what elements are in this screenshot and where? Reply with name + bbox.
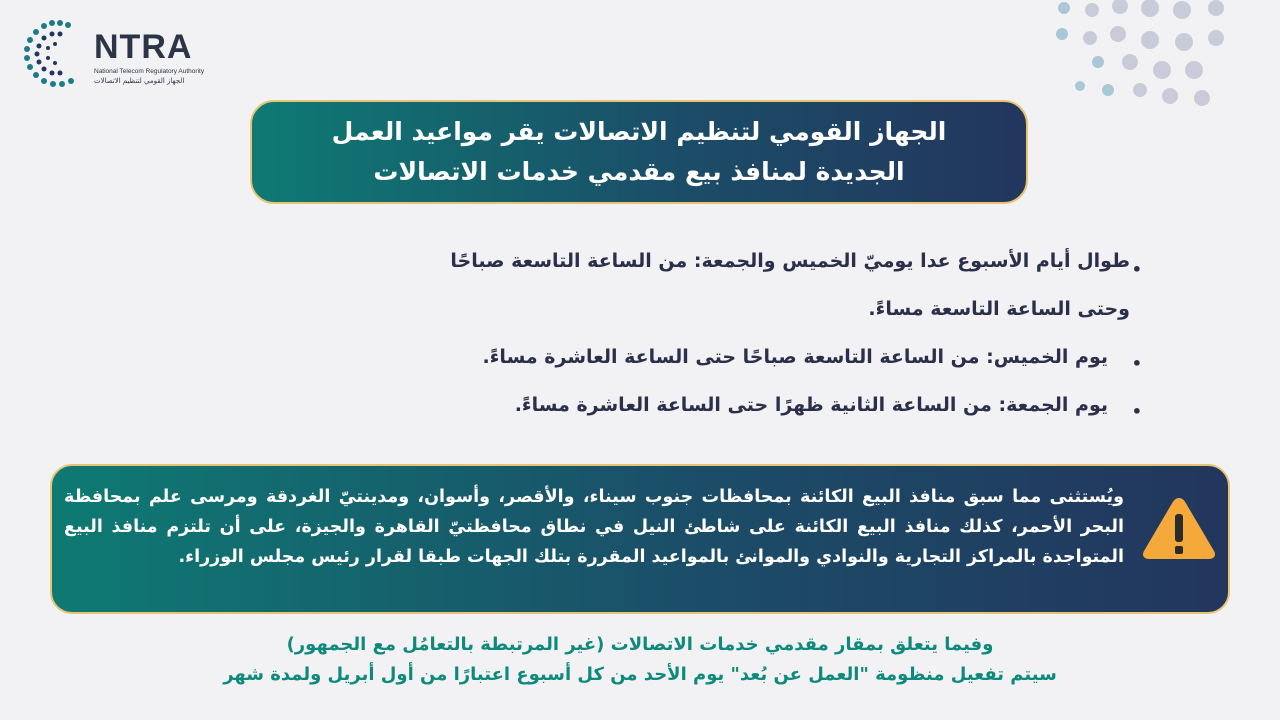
- footer-line-2: سيتم تفعيل منظومة "العمل عن بُعد" يوم الأحد من كل أسبوع اعتبارًا من أول أبريل ولمدة شهر: [223, 664, 1057, 685]
- list-item-text: طوال أيام الأسبوع عدا يوميّ الخميس والجمعة: من الساعة التاسعة صباحًا: [450, 250, 1130, 272]
- bullet-icon: •: [1131, 354, 1142, 373]
- footer-line-1: وفيما يتعلق بمقار مقدمي خدمات الاتصالات (غير المرتبطة بالتعامُل مع الجمهور): [286, 634, 994, 655]
- logo-arabic-subtitle: الجهاز القومي لتنظيم الاتصالات: [94, 77, 185, 85]
- footer-note: [60, 630, 1220, 690]
- bullet-icon: •: [1131, 402, 1142, 421]
- logo-dot-mark-icon: [22, 18, 92, 88]
- title-line-1: الجهاز القومي لتنظيم الاتصالات يقر مواعيد العمل: [331, 117, 947, 146]
- list-item: [514, 394, 1142, 421]
- exception-notice: [50, 464, 1230, 614]
- decorative-dots: [980, 0, 1240, 110]
- title-line-2: الجديدة لمنافذ بيع مقدمي خدمات الاتصالات: [373, 157, 905, 186]
- warning-icon: [1140, 494, 1218, 562]
- title-banner: [250, 100, 1028, 204]
- list-item: [482, 346, 1142, 373]
- bullet-icon: •: [1131, 260, 1142, 279]
- exception-text: ويُستثنى مما سبق منافذ البيع الكائنة بمحافظات جنوب سيناء، والأقصر، وأسوان، ومدينتيّ الغردقة ومرسى علم بمحافظة البحر الأحمر، كذلك منافذ البيع الكائنة على شاطئ النيل في نطاق محافظتيّ القاهرة والجيزة، على أن تلتزم منافذ البيع المتواجدة بالمراكز التجارية والنوادي والموانئ بالمواعيد المقررة بتلك الجهات طبقا لقرار رئيس مجلس الوزراء.: [64, 487, 1124, 567]
- list-item-text: يوم الجمعة: من الساعة الثانية ظهرًا حتى الساعة العاشرة مساءً.: [514, 394, 1108, 416]
- logo-name: NTRA: [94, 28, 193, 66]
- list-item-text: وحتى الساعة التاسعة مساءً.: [868, 298, 1130, 320]
- logo-english-subtitle: National Telecom Regulatory Authority: [94, 68, 205, 75]
- ntra-logo: [22, 18, 222, 90]
- list-item-text: يوم الخميس: من الساعة التاسعة صباحًا حتى الساعة العاشرة مساءً.: [482, 346, 1108, 368]
